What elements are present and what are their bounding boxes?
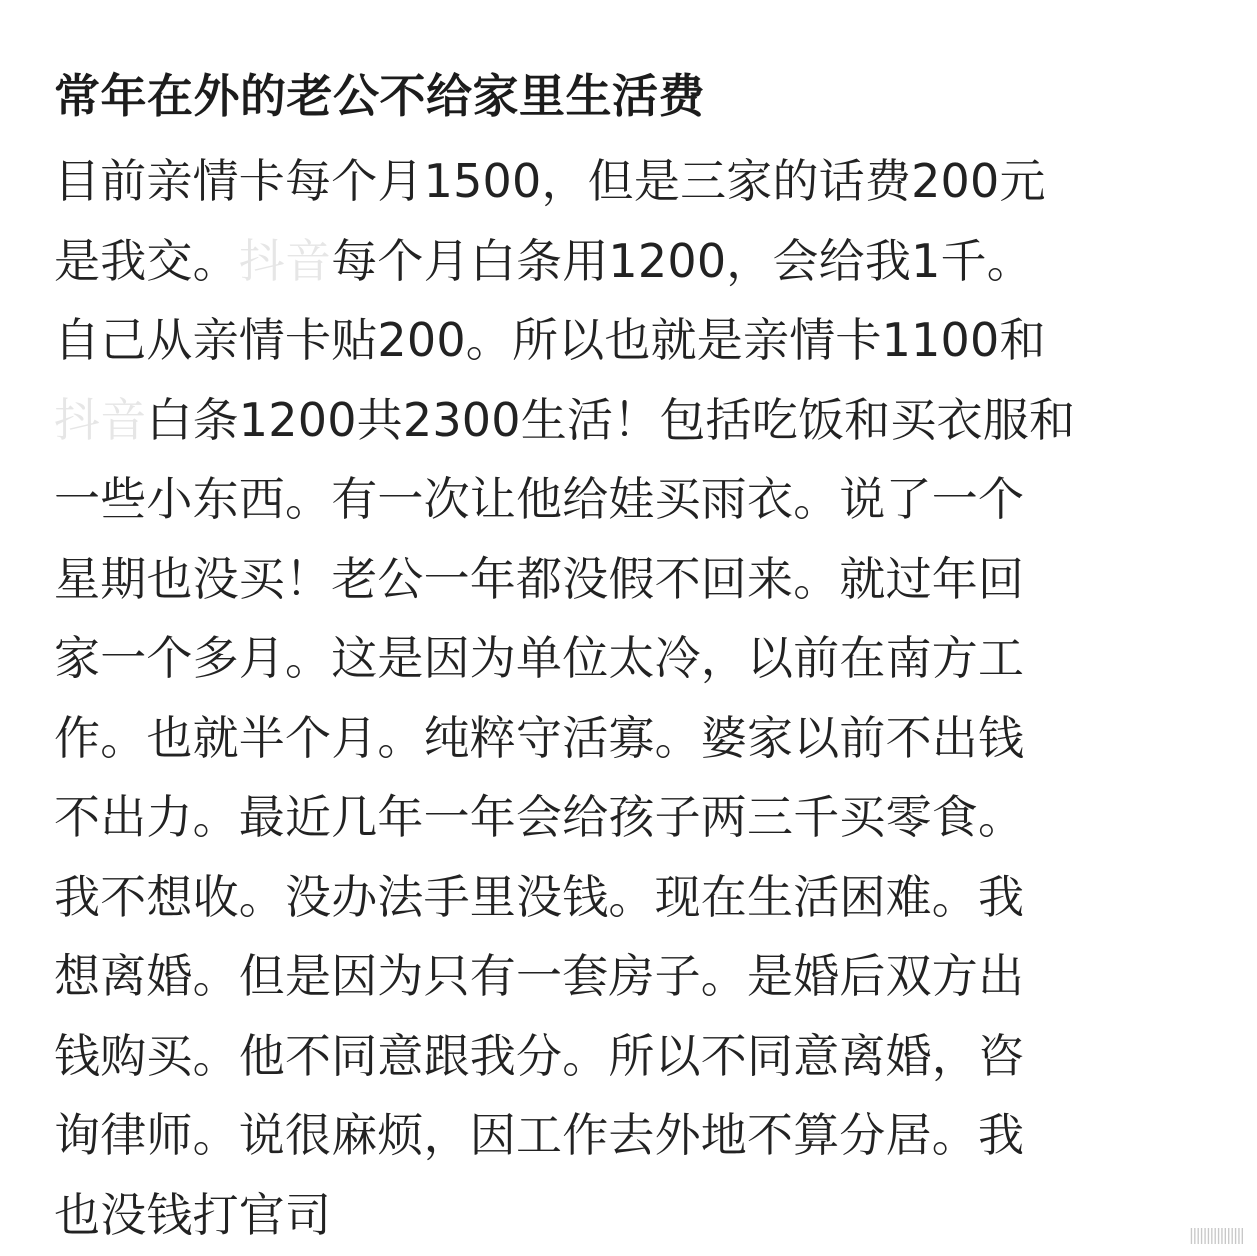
body-line: 作。也就半个月。纯粹守活寡。婆家以前不出钱	[54, 710, 1025, 765]
body-text: 白条1200共2300生活！包括吃饭和买衣服和	[146, 392, 1076, 447]
body-line: 不出力。最近几年一年会给孩子两三千买零食。	[54, 790, 1025, 844]
body-line: 一些小东西。有一次让他给娃买雨衣。说了一个	[54, 472, 1025, 526]
body-line: 想离婚。但是因为只有一套房子。是婚后双方出	[54, 949, 1025, 1003]
douyin-watermark-text: 抖音	[238, 233, 332, 288]
body-line: 钱购买。他不同意跟我分。所以不同意离婚，咨	[54, 1028, 1025, 1083]
body-line	[54, 381, 1204, 461]
body-line: 家一个多月。这是因为单位太冷，以前在南方工	[54, 631, 1025, 685]
body-line: 询律师。说很麻烦，因工作去外地不算分居。我	[54, 1108, 1025, 1162]
body-line: 星期也没买！老公一年都没假不回来。就过年回	[54, 551, 1025, 606]
post-card	[54, 56, 1204, 1255]
body-text: 每个月白条用1200，会给我1千。	[331, 233, 1033, 288]
weibo-watermark-icon: ||||||||||||||||	[1188, 1225, 1243, 1244]
body-line: 也没钱打官司	[54, 1187, 332, 1242]
body-text: 是我交。	[54, 233, 239, 288]
douyin-watermark-text: 抖音	[54, 392, 147, 447]
body-line: 我不想收。没办法手里没钱。现在生活困难。我	[54, 869, 1025, 924]
post-title: 常年在外的老公不给家里生活费	[54, 69, 705, 123]
post-body	[54, 142, 1204, 1255]
body-line: 自己从亲情卡贴200。所以也就是亲情卡1100和	[54, 313, 1046, 367]
body-line	[54, 222, 1204, 302]
body-line: 目前亲情卡每个月1500，但是三家的话费200元	[54, 154, 1046, 208]
